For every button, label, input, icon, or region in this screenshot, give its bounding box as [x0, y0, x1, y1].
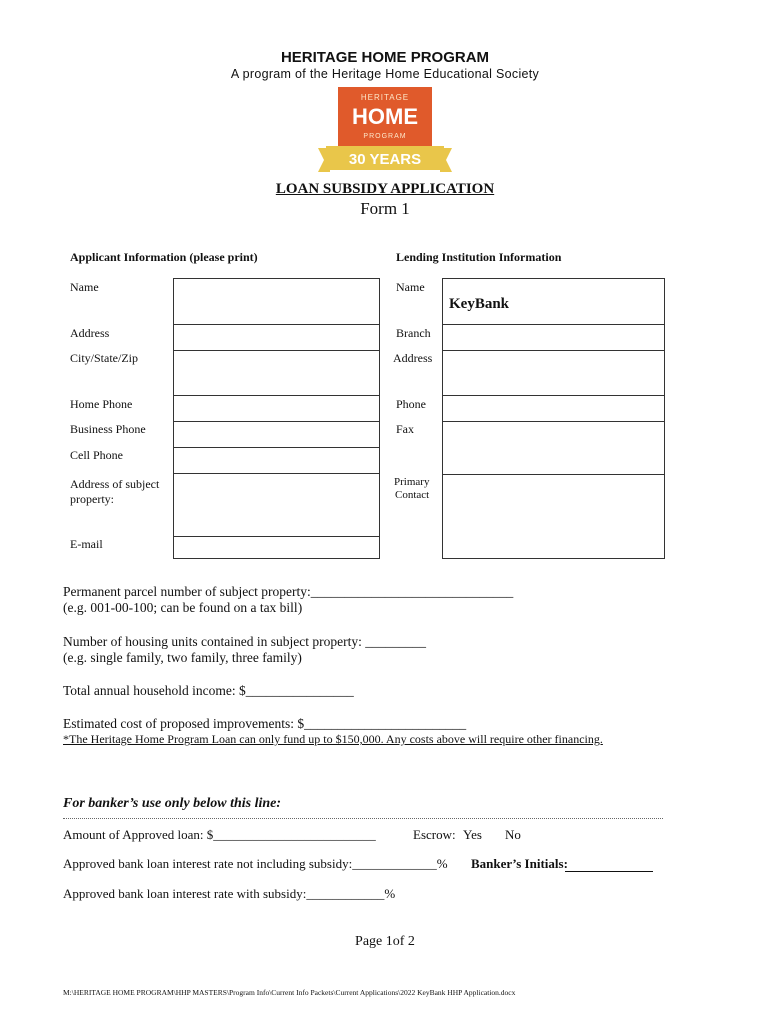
parcel-number-line: Permanent parcel number of subject property:______________________________ [63, 584, 514, 599]
heritage-home-logo [316, 86, 454, 174]
home-phone-label: Home Phone [70, 397, 133, 411]
program-title: HERITAGE HOME PROGRAM [280, 49, 490, 66]
lender-address-label: Address [393, 351, 433, 365]
applicant-name-label: Name [70, 280, 99, 294]
cell-phone-field[interactable] [173, 447, 380, 474]
home-phone-field[interactable] [173, 395, 380, 422]
application-title: LOAN SUBSIDY APPLICATION [275, 181, 495, 197]
housing-units-line: Number of housing units contained in subject property: _________ [63, 634, 426, 649]
applicant-heading: Applicant Information (please print) [70, 250, 258, 264]
banker-divider [63, 818, 663, 819]
branch-label: Branch [396, 326, 431, 340]
banker-initials-line[interactable] [565, 871, 653, 872]
banker-heading: For banker’s use only below this line: [63, 796, 282, 811]
subject-address-field[interactable] [173, 473, 380, 537]
fax-field[interactable] [442, 421, 665, 475]
primary-label: Primary [394, 476, 430, 488]
logo-line2: HOME [352, 104, 418, 129]
applicant-name-field[interactable] [173, 278, 380, 325]
email-field[interactable] [173, 536, 380, 559]
page-number: Page 1of 2 [355, 934, 415, 949]
applicant-city-label: City/State/Zip [70, 351, 138, 365]
branch-field[interactable] [442, 324, 665, 351]
parcel-number-hint: (e.g. 001-00-100; can be found on a tax bill) [63, 600, 303, 615]
lender-name-value: KeyBank [449, 296, 510, 312]
household-income-line: Total annual household income: $________________ [63, 683, 354, 698]
applicant-address-label: Address [70, 326, 110, 340]
logo-line3: PROGRAM [363, 133, 407, 140]
lender-address-field[interactable] [442, 350, 665, 396]
business-phone-label: Business Phone [70, 422, 146, 436]
lender-name-field[interactable] [442, 278, 665, 325]
escrow-label: Escrow: [413, 827, 456, 842]
subject-address-label-2: property: [70, 492, 114, 506]
applicant-city-field[interactable] [173, 350, 380, 396]
escrow-no-option[interactable]: No [505, 827, 521, 842]
improvement-cost-line: Estimated cost of proposed improvements: $________________________ [63, 716, 467, 731]
footer-file-path: M:\HERITAGE HOME PROGRAM\HHP MASTERS\Program Info\Current Info Packets\Current Applications\2022 KeyBank HHP Application.docx [63, 988, 516, 997]
logo-banner-text: 30 YEARS [348, 151, 422, 168]
lender-phone-field[interactable] [442, 395, 665, 422]
housing-units-hint: (e.g. single family, two family, three family) [63, 650, 302, 665]
applicant-address-field[interactable] [173, 324, 380, 351]
program-subtitle: A program of the Heritage Home Educational Society [230, 67, 540, 81]
rate-with-subsidy-line: Approved bank loan interest rate with subsidy:____________% [63, 886, 396, 901]
fax-label: Fax [396, 422, 414, 436]
lender-heading: Lending Institution Information [396, 250, 562, 264]
primary-contact-field[interactable] [442, 474, 665, 559]
business-phone-field[interactable] [173, 421, 380, 448]
lender-phone-label: Phone [396, 397, 426, 411]
approved-loan-line: Amount of Approved loan: $_________________________ [63, 827, 376, 842]
funding-limit-note: *The Heritage Home Program Loan can only fund up to $150,000. Any costs above will require other financing. [63, 732, 603, 746]
contact-label: Contact [395, 489, 430, 501]
subject-address-label-1: Address of subject [70, 477, 160, 491]
logo-line1: HERITAGE [360, 93, 410, 102]
cell-phone-label: Cell Phone [70, 448, 123, 462]
escrow-yes-option[interactable]: Yes [463, 827, 482, 842]
rate-without-subsidy-line: Approved bank loan interest rate not including subsidy:_____________% [63, 856, 448, 871]
banker-initials-label: Banker’s Initials: [471, 856, 568, 871]
lender-name-label: Name [396, 280, 425, 294]
email-label: E-mail [70, 537, 103, 551]
form-number: Form 1 [360, 199, 410, 218]
